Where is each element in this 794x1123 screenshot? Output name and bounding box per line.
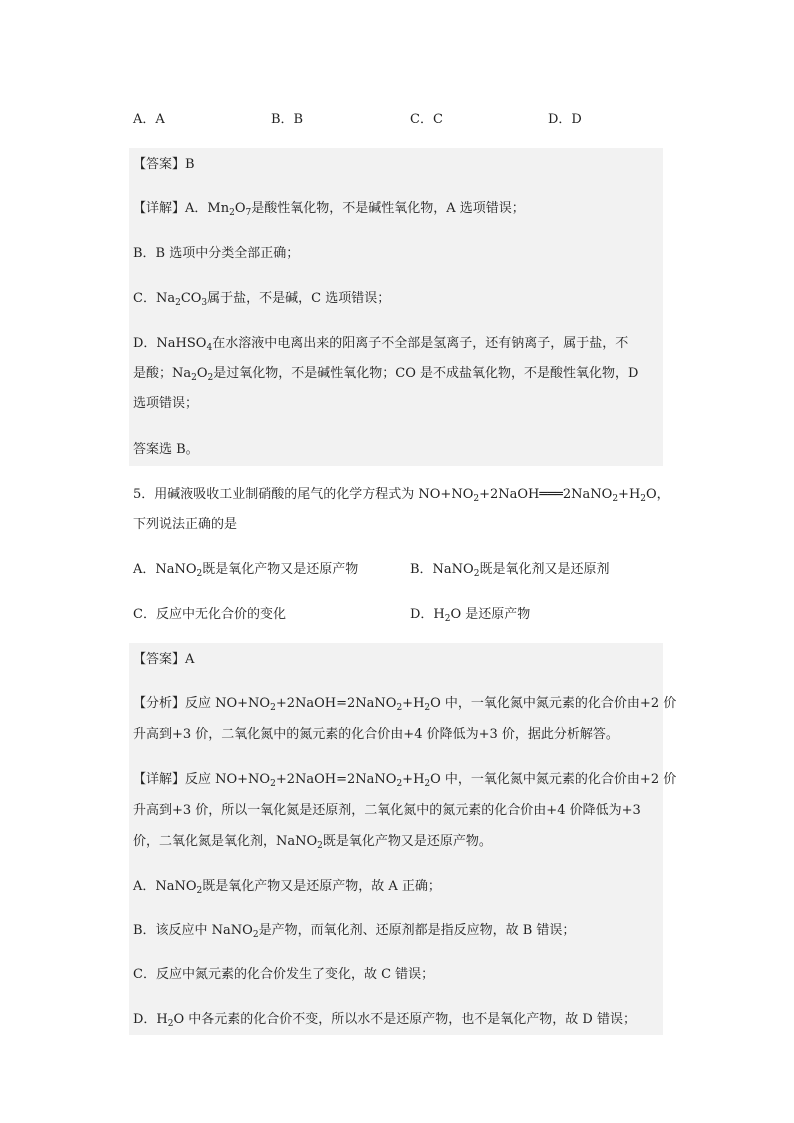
q5-detail-2: 升高到+3 价，所以一氧化氮是还原剂，二氧化氮中的氮元素的化合价由+4 价降低为+3 xyxy=(133,803,641,818)
q5-option-c: C．反应中无化合价的变化 xyxy=(133,607,286,622)
option-d: D．D xyxy=(548,112,582,127)
q5-analysis-1: 【分析】反应 $NO+NO_2+2NaOH=2NaNO_2+H_2O$ 中，一氧化氮中氮元素的化合价由+2 价 xyxy=(133,696,677,713)
q5-option-b: B．NaNO$_2$既是氧化剂又是还原剂 xyxy=(410,562,610,579)
q5-detail-3: 价，二氧化氮是氧化剂，NaNO$_2$既是氧化产物又是还原产物。 xyxy=(133,834,492,851)
question-5-stem-2: 下列说法正确的是 xyxy=(133,517,238,532)
detail-line-b: B．B 选项中分类全部正确； xyxy=(133,246,300,261)
answer-label: 【答案】B xyxy=(133,157,195,172)
q5-analysis-2: 升高到+3 价，二氧化氮中的氮元素的化合价由+4 价降低为+3 价，据此分析解答。 xyxy=(133,727,619,742)
q5-explain-b: B．该反应中 NaNO$_2$是产物，而氧化剂、还原剂都是指反应物，故 B 错误； xyxy=(133,923,576,940)
q5-explain-c: C．反应中氮元素的化合价发生了变化，故 C 错误； xyxy=(133,967,435,982)
detail-line-d3: 选项错误； xyxy=(133,396,199,411)
option-a: A．A xyxy=(133,112,165,127)
q5-explain-d: D．$H_2O$ 中各元素的化合价不变，所以水不是还原产物，也不是氧化产物，故 D 错误； xyxy=(133,1012,636,1029)
detail-line-c: C．$Na_2CO_3$属于盐，不是碱，C 选项错误； xyxy=(133,291,391,308)
q5-option-a: A．NaNO$_2$既是氧化产物又是还原产物 xyxy=(133,562,359,579)
q5-option-d: D．$H_2O$ 是还原产物 xyxy=(410,607,531,624)
final-answer: 答案选 B。 xyxy=(133,442,199,457)
detail-line-d1: D．NaHSO$_4$在水溶液中电离出来的阳离子不全部是氢离子，还有钠离子，属于盐，不 xyxy=(133,336,629,353)
detail-line-d2: 是酸；$Na_2O_2$是过氧化物，不是碱性氧化物；CO 是不成盐氧化物，不是酸性氧化物，D xyxy=(133,366,639,383)
q5-detail-1: 【详解】反应 $NO+NO_2+2NaOH=2NaNO_2+H_2O$ 中，一氧化氮中氮元素的化合价由+2 价 xyxy=(133,772,677,789)
option-b: B．B xyxy=(271,112,304,127)
q5-answer-label: 【答案】A xyxy=(133,652,195,667)
detail-line-a: 【详解】A．$Mn_2O_7$是酸性氧化物，不是碱性氧化物，A 选项错误； xyxy=(133,201,525,218)
question-5-stem: 5．用碱液吸收工业制硝酸的尾气的化学方程式为 $NO+NO_2+2NaOH═══2NaNO_2+H_2O$， xyxy=(133,487,670,504)
option-c: C．C xyxy=(410,112,443,127)
q5-explain-a: A．NaNO$_2$既是氧化产物又是还原产物，故 A 正确； xyxy=(133,879,441,896)
